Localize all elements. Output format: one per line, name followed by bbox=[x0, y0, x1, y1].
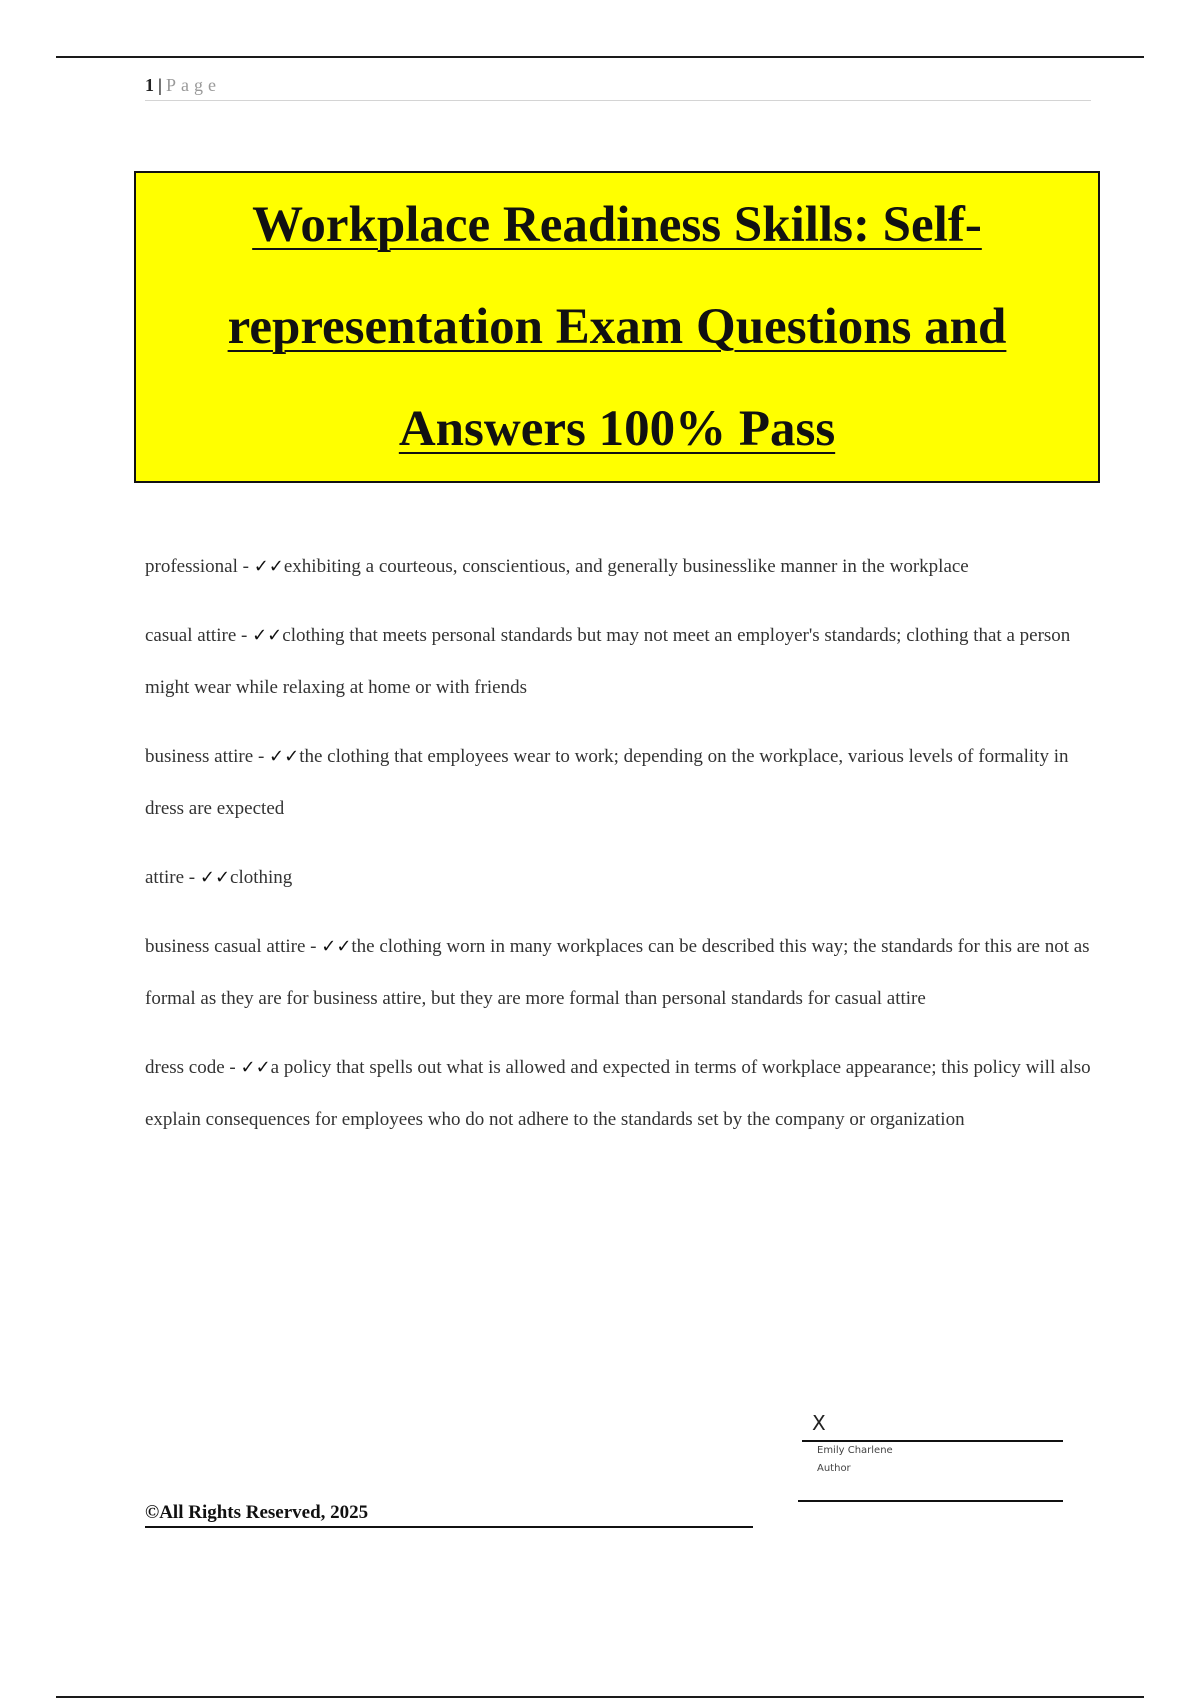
entry-term: business attire bbox=[145, 746, 254, 767]
signature-line bbox=[802, 1440, 1063, 1442]
entry-definition: exhibiting a courteous, conscientious, and generally businesslike manner in the workplace bbox=[283, 556, 969, 577]
check-mark-icon: ✓✓ bbox=[199, 867, 231, 888]
signature-role: Author bbox=[817, 1463, 851, 1474]
entry-term: attire bbox=[145, 867, 185, 888]
entry-term: business casual attire bbox=[145, 936, 306, 957]
top-rule bbox=[56, 56, 1144, 58]
entry-dress-code: dress code - ✓✓a policy that spells out what is allowed and expected in terms of workplace appearance; this policy will also explain consequences for employees who do not adhere to the standards set by the company or organization bbox=[145, 1057, 1091, 1130]
entry-term: casual attire bbox=[145, 625, 237, 646]
signature-bottom-line bbox=[798, 1500, 1063, 1502]
page-number: 1 bbox=[145, 75, 154, 95]
check-mark-icon: ✓✓ bbox=[252, 625, 283, 646]
page-separator: | bbox=[158, 75, 162, 95]
signature-mark: X bbox=[812, 1411, 826, 1435]
entry-professional: professional - ✓✓exhibiting a courteous, conscientious, and generally businesslike manner in the workplace bbox=[145, 556, 969, 577]
check-mark-icon: ✓✓ bbox=[269, 746, 300, 767]
entry-definition: the clothing that employees wear to work; depending on the workplace, various levels of formality in dress are expected bbox=[145, 746, 1069, 819]
entry-business-casual-attire: business casual attire - ✓✓the clothing worn in many workplaces can be described this way; the standards for this are not as formal as they are for business attire, but they are more formal than personal standards for casual attire bbox=[145, 936, 1090, 1009]
entry-term: dress code bbox=[145, 1057, 225, 1078]
entry-attire: attire - ✓✓clothing bbox=[145, 867, 293, 888]
copyright-notice: ©All Rights Reserved, 2025 bbox=[145, 1500, 753, 1528]
entry-definition: the clothing worn in many workplaces can be described this way; the standards for this are not as formal as they are for business attire, but they are more formal than personal standards for casual attire bbox=[145, 936, 1090, 1009]
entry-definition: clothing bbox=[230, 867, 293, 888]
check-mark-icon: ✓✓ bbox=[240, 1057, 271, 1078]
title-box bbox=[134, 171, 1100, 483]
signature-name: Emily Charlene bbox=[817, 1445, 893, 1456]
entry-term: professional bbox=[145, 556, 238, 577]
check-mark-icon: ✓✓ bbox=[321, 936, 352, 957]
page-label: Page bbox=[165, 75, 221, 95]
bottom-rule bbox=[56, 1696, 1144, 1698]
entry-definition: clothing that meets personal standards but may not meet an employer's standards; clothing that a person might wear while relaxing at home or with friends bbox=[145, 625, 1071, 698]
entry-definition: a policy that spells out what is allowed and expected in terms of workplace appearance; this policy will also explain consequences for employees who do not adhere to the standards set by the company or organization bbox=[145, 1057, 1091, 1130]
page-header bbox=[145, 72, 1091, 101]
entry-business-attire: business attire - ✓✓the clothing that employees wear to work; depending on the workplace, various levels of formality in dress are expected bbox=[145, 746, 1069, 819]
entries-list bbox=[145, 541, 1091, 1163]
check-mark-icon: ✓✓ bbox=[253, 556, 284, 577]
document-title: Workplace Readiness Skills: Self-representation Exam Questions and Answers 100% Pass bbox=[227, 197, 1007, 457]
entry-casual-attire: casual attire - ✓✓clothing that meets personal standards but may not meet an employer's standards; clothing that a person might wear while relaxing at home or with friends bbox=[145, 625, 1071, 698]
